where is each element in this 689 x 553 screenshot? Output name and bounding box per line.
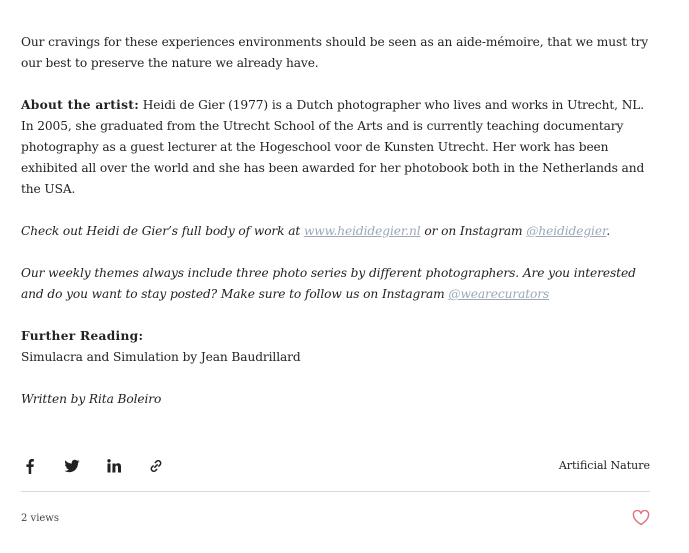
- view-count: 2 views: [21, 513, 59, 524]
- link-icon[interactable]: [147, 457, 165, 475]
- checkout-suffix: .: [606, 224, 611, 238]
- linkedin-icon[interactable]: [105, 457, 123, 475]
- facebook-icon[interactable]: [21, 457, 39, 475]
- weekly-themes-text: Our weekly themes always include three photo series by different photographers. Are you interested and do you want to stay posted? Make sure to follow us on Instagram: [21, 266, 636, 301]
- author-credit: Written by Rita Boleiro: [21, 392, 162, 406]
- checkout-paragraph: [21, 221, 651, 242]
- article-body: [21, 32, 651, 410]
- footer-divider: [21, 491, 650, 492]
- further-reading-item: Simulacra and Simulation by Jean Baudrillard: [21, 350, 301, 364]
- share-bar: [21, 457, 189, 475]
- about-artist-text: Heidi de Gier (1977) is a Dutch photographer who lives and works in Utrecht, NL. In 2005, she graduated from the Utrecht School of the Arts and is currently teaching documentary photography as a guest lecturer at the Hogeschool voor de Kunsten Utrecht. Her work has been exhibited all over the world and she has been awarded for her photobook both in the Netherlands and the USA.: [21, 98, 645, 196]
- category-tag[interactable]: Artificial Nature: [558, 459, 650, 472]
- wearecurators-link[interactable]: @wearecurators: [448, 287, 550, 301]
- further-reading-heading: Further Reading:: [21, 329, 144, 343]
- intro-paragraph: Our cravings for these experiences environments should be seen as an aide-mémoire, that we must try our best to preserve the nature we already have.: [21, 35, 649, 70]
- about-artist-paragraph: [21, 95, 651, 200]
- checkout-prefix: Check out Heidi de Gier’s full body of work at: [21, 224, 304, 238]
- instagram-link[interactable]: @heididegier: [526, 224, 607, 238]
- website-link[interactable]: www.heididegier.nl: [303, 224, 421, 238]
- about-artist-label: About the artist:: [21, 98, 139, 112]
- weekly-themes-paragraph: [21, 263, 651, 305]
- checkout-mid: or on Instagram: [420, 224, 527, 238]
- like-heart-icon[interactable]: [632, 510, 650, 526]
- twitter-icon[interactable]: [63, 457, 81, 475]
